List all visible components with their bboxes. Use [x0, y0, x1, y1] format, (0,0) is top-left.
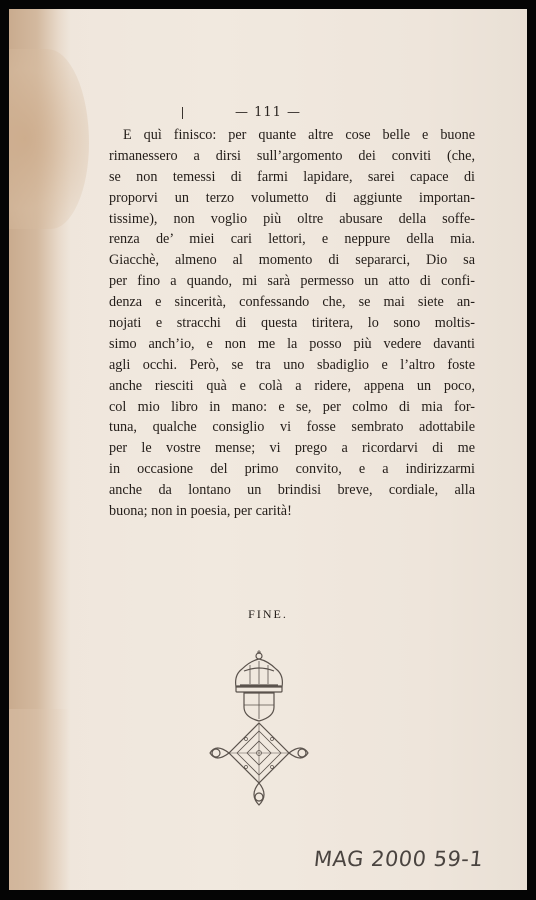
text-line: Giacchè, almeno al momento di separarci, Dio sa	[109, 252, 475, 269]
text-line: anche riesciti quà e colà a ridere, appena un poco,	[109, 377, 475, 394]
text-line: per le vostre mense; vi prego a ricordarvi di me	[109, 440, 475, 457]
handwritten-shelfmark: MAG 2000 59-1	[312, 847, 485, 871]
text-line: denza e sincerità, confessando che, se mai siete an-	[109, 294, 475, 311]
text-line: se non temessi di farmi lapidare, sarei capace di	[109, 168, 475, 185]
text-line: nojati e stracchi di questa tiritera, lo sono moltis-	[109, 315, 475, 332]
text-line: buona; non in poesia, per carità!	[109, 503, 292, 520]
text-line: simo anch’io, e non me la posso più vedere davanti	[109, 335, 475, 352]
library-stamp-icon	[194, 647, 324, 812]
text-line: rimanessero a dirsi sull’argomento dei conviti (che,	[109, 147, 475, 164]
page-number: — 111 —	[234, 105, 302, 120]
text-line: per fino a quando, mi sarà permesso un atto di confi-	[109, 273, 475, 290]
page-stain-bottom	[9, 709, 69, 890]
text-line: E quì finisco: per quante altre cose belle e buone	[123, 127, 475, 143]
text-line: tissime), non voglio più oltre abusare della soffe-	[109, 210, 475, 227]
end-mark: FINE.	[248, 607, 288, 621]
page-stain-top	[9, 49, 89, 229]
book-page	[9, 9, 527, 890]
text-line: proporvi un terzo volumetto di aggiunte importan-	[109, 189, 475, 206]
text-line: in occasione del primo convito, e a indirizzarmi	[109, 461, 475, 478]
text-line: anche da lontano un brindisi breve, cordiale, alla	[109, 482, 475, 499]
text-line: col mio libro in mano: e se, per colmo di mia for-	[109, 398, 475, 415]
text-line: tuna, qualche consiglio vi fosse sembrato adottabile	[109, 419, 475, 436]
text-line: renza de’ miei cari lettori, e neppure della mia.	[109, 231, 475, 248]
body-text	[109, 125, 475, 522]
text-line: agli occhi. Però, se tra uno sbadiglio e l’altro foste	[109, 356, 475, 373]
